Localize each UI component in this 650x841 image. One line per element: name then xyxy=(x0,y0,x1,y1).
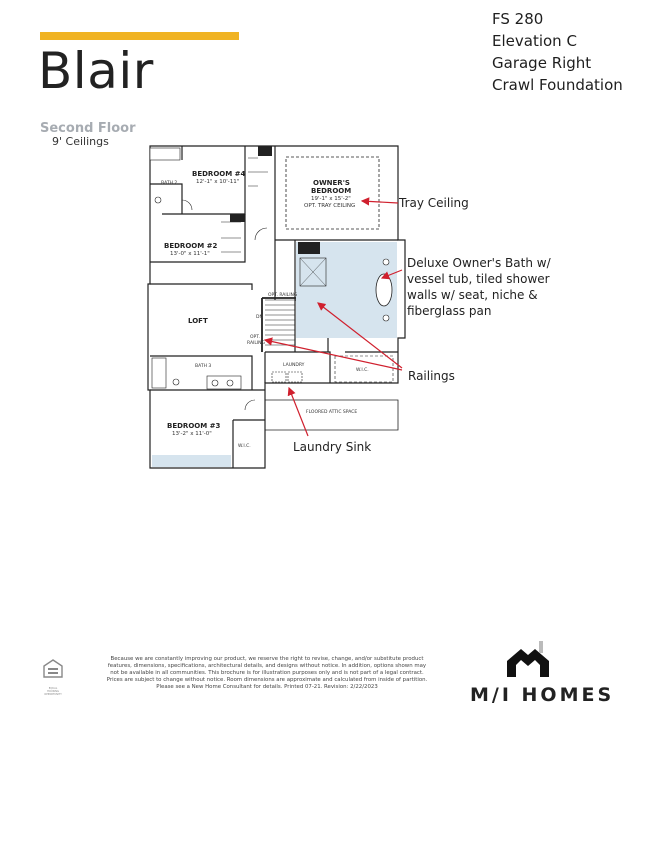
room-label-loft: LOFT xyxy=(188,317,208,325)
room-label-bath2: BATH 2 xyxy=(161,181,178,186)
callout-railings: Railings xyxy=(408,369,455,383)
door-swing xyxy=(182,200,192,210)
plan-info-line: Crawl Foundation xyxy=(492,76,623,94)
room-label-attic: FLOORED ATTIC SPACE xyxy=(306,410,358,415)
plan-info-line: Elevation C xyxy=(492,32,577,50)
dim-bedroom4: 12'-1" x 10'-11" xyxy=(196,179,240,185)
callout-owners-bath-line: vessel tub, tiled shower xyxy=(407,272,550,286)
equal-housing-icon xyxy=(43,659,63,683)
toilet xyxy=(173,379,179,385)
callout-tray-ceiling: Tray Ceiling xyxy=(399,196,469,210)
room-label-owners-2: BEDROOM xyxy=(311,187,352,195)
vanity-sink xyxy=(383,259,389,265)
bedroom3-window xyxy=(152,455,231,467)
vessel-tub xyxy=(376,274,392,306)
room-label-bedroom3: BEDROOM #3 xyxy=(167,422,221,430)
brand-name: M/I HOMES xyxy=(470,684,615,706)
callout-owners-bath-line: fiberglass pan xyxy=(407,304,492,318)
disclaimer: Because we are constantly improving our product, we reserve the right to revise, change, and/or substitute product features, dimensions, specifications, architectural details, and designs without notice. In addition, options shown may not be available in all communities. This brochure is for illustration purposes only and is not part of a legal contract. Prices are subject to change without notice. Room dimensions are approximate and calculated from inside of partition. Please see a New Home Consultant for details. Printed 07-21. Revision: 2/22/2023 xyxy=(106,656,428,690)
ceiling-label: 9' Ceilings xyxy=(52,135,109,148)
door-swing xyxy=(255,228,267,240)
arrow-tray-ceiling xyxy=(362,201,398,203)
equal-housing-logo xyxy=(43,659,63,696)
toilet xyxy=(155,197,161,203)
plan-info-line: FS 280 xyxy=(492,10,544,28)
door-swing xyxy=(245,400,255,410)
room-label-owners-1: OWNER'S xyxy=(313,179,350,187)
dim-owners: 19'-1" x 15'-2" xyxy=(311,196,351,202)
dark-column xyxy=(258,146,272,156)
dark-column xyxy=(230,214,245,222)
bath3-sink xyxy=(227,380,233,386)
closet-shelf xyxy=(248,158,268,186)
dark-column xyxy=(298,242,320,254)
floor-label: Second Floor xyxy=(40,121,136,136)
callout-laundry-sink: Laundry Sink xyxy=(293,440,372,454)
room-label-wic2: W.I.C. xyxy=(356,368,369,373)
mi-homes-logo-icon xyxy=(505,641,551,679)
tub-bath3 xyxy=(152,358,166,388)
label-dn: DN xyxy=(256,315,263,320)
tub-bath2 xyxy=(150,148,180,160)
stair-treads xyxy=(265,300,295,345)
callout-owners-bath xyxy=(407,255,551,319)
plan-info-line: Garage Right xyxy=(492,54,592,72)
dryer xyxy=(288,372,302,382)
closet-shelf xyxy=(221,222,241,252)
bath3-sink xyxy=(212,380,218,386)
room-label-bedroom2: BEDROOM #2 xyxy=(164,242,218,250)
washer xyxy=(272,372,286,382)
callout-owners-bath-line: walls w/ seat, niche & xyxy=(407,288,538,302)
room-label-bedroom4: BEDROOM #4 xyxy=(192,170,246,178)
dim-bedroom2: 13'-0" x 11'-1" xyxy=(170,251,210,257)
plan-title: Blair xyxy=(38,42,154,100)
label-opt-railing-side-2: RAILING xyxy=(247,341,266,346)
tray-label: OPT. TRAY CEILING xyxy=(304,203,356,209)
callout-owners-bath-line: Deluxe Owner's Bath w/ xyxy=(407,256,551,270)
vanity-sink xyxy=(383,315,389,321)
equal-housing-label: EQUAL HOUSING OPPORTUNITY xyxy=(44,687,62,696)
interior-wall xyxy=(150,356,265,390)
dim-bedroom3: 13'-2" x 11'-0" xyxy=(172,431,212,437)
room-label-wic: W.I.C. xyxy=(238,444,251,449)
label-opt-railing-side-1: OPT. xyxy=(250,335,260,340)
room-label-bath3: BATH 3 xyxy=(195,364,212,369)
room-label-laundry: LAUNDRY xyxy=(283,363,305,368)
label-opt-railing-top: OPT. RAILING xyxy=(268,293,298,298)
attic-outline xyxy=(265,400,398,430)
